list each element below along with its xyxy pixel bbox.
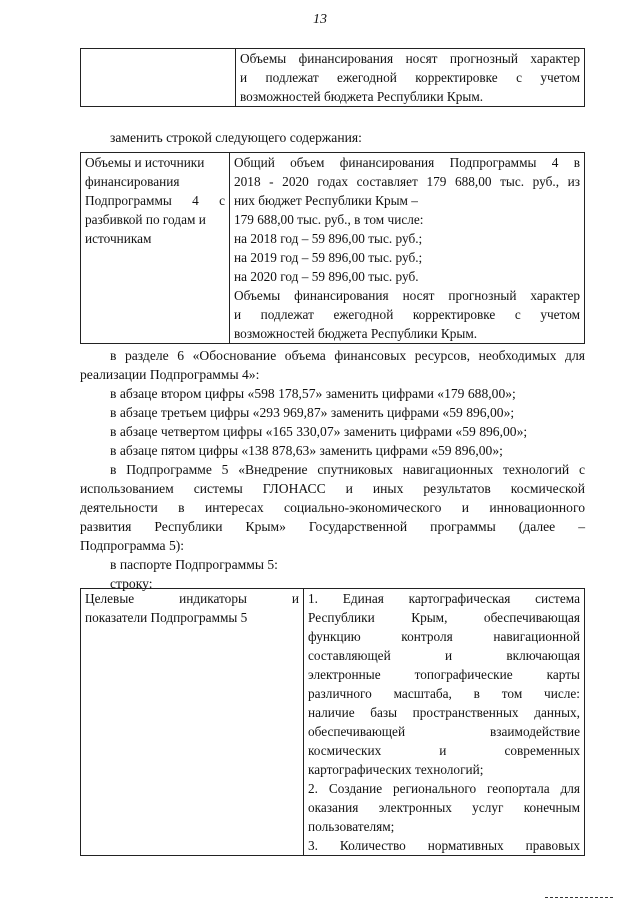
paragraph-second: в абзаце втором цифры «598 178,57» заменить цифрами «179 688,00»; xyxy=(110,386,516,401)
text-line: оказания электронных услуг конечным xyxy=(308,800,580,815)
text-line: и подлежат ежегодной корректировке с учетом xyxy=(240,70,580,85)
text-line: различного масштаба, в том числе: xyxy=(308,686,580,701)
text-line: Объемы финансирования носят прогнозный характер xyxy=(234,288,580,303)
text-line: финансирования xyxy=(85,174,180,189)
section6-line2: реализации Подпрограммы 4»: xyxy=(80,367,260,382)
table-indicators xyxy=(80,588,585,856)
text-line: показатели Подпрограммы 5 xyxy=(85,610,248,625)
page-number: 13 xyxy=(313,12,327,27)
table-cell-value xyxy=(304,589,585,856)
footer-rule xyxy=(545,897,613,898)
paragraph-fifth: в абзаце пятом цифры «138 878,63» заменить цифрами «59 896,00»; xyxy=(110,443,503,458)
text-line: 2018 - 2020 годах составляет 179 688,00 тыс. руб., из xyxy=(234,174,580,189)
text-line: электронные топографические карты xyxy=(308,667,580,682)
text-line: Целевые индикаторы и xyxy=(85,591,299,606)
text-line: разбивкой по годам и xyxy=(85,212,206,227)
text-line: на 2019 год – 59 896,00 тыс. руб.; xyxy=(234,250,423,265)
table-cell-label xyxy=(81,589,304,856)
subprogram5-line: Подпрограмма 5): xyxy=(80,538,185,553)
body-text xyxy=(80,346,585,593)
text-line: обеспечивающей взаимодействие xyxy=(308,724,580,739)
text-line: источникам xyxy=(85,231,152,246)
section6-line1: в разделе 6 «Обоснование объема финансовых ресурсов, необходимых для xyxy=(110,348,585,363)
text-line: Общий объем финансирования Подпрограммы 4 в xyxy=(234,155,580,170)
text-line: функцию контроля навигационной xyxy=(308,629,580,644)
stroku-line: строку: xyxy=(110,576,153,591)
text-line: составляющей и включающая xyxy=(308,648,580,663)
text-line: и подлежат ежегодной корректировке с учетом xyxy=(234,307,580,322)
text-line: 2. Создание регионального геопортала для xyxy=(308,781,580,796)
text-line: возможностей бюджета Республики Крым. xyxy=(234,326,478,341)
table-cell-label xyxy=(81,153,230,344)
table-cell-financing-note xyxy=(236,49,585,107)
table-financing-new xyxy=(80,152,585,344)
text-line: космических и современных xyxy=(308,743,580,758)
text-line: Объемы и источники xyxy=(85,155,205,170)
text-line: Республики Крым, обеспечивающая xyxy=(308,610,580,625)
text-line: на 2020 год – 59 896,00 тыс. руб. xyxy=(234,269,419,284)
text-line: наличие базы пространственных данных, xyxy=(308,705,580,720)
text-line: 179 688,00 тыс. руб., в том числе: xyxy=(234,212,424,227)
subprogram5-line: в Подпрограмме 5 «Внедрение спутниковых навигационных технологий с xyxy=(110,462,585,477)
text-line: них бюджет Республики Крым – xyxy=(234,193,418,208)
subprogram5-line: деятельности в интересах социально-экономического и инновационного xyxy=(80,500,585,515)
text-line: пользователям; xyxy=(308,819,395,834)
text-line: 3. Количество нормативных правовых xyxy=(308,838,580,853)
table-cell-empty xyxy=(81,49,236,107)
replace-instruction: заменить строкой следующего содержания: xyxy=(110,130,362,145)
text-line: 1. Единая картографическая система xyxy=(308,591,580,606)
passport-line: в паспорте Подпрограммы 5: xyxy=(110,557,278,572)
text-line: возможностей бюджета Республики Крым. xyxy=(240,89,484,104)
table-cell-value xyxy=(230,153,585,344)
subprogram5-line: развития Республики Крым» Государственной программы (далее – xyxy=(80,519,585,534)
paragraph-third: в абзаце третьем цифры «293 969,87» заменить цифрами «59 896,00»; xyxy=(110,405,515,420)
paragraph-fourth: в абзаце четвертом цифры «165 330,07» заменить цифрами «59 896,00»; xyxy=(110,424,528,439)
table-financing-fragment xyxy=(80,48,585,107)
text-line: Подпрограммы 4 с xyxy=(85,193,225,208)
text-line: Объемы финансирования носят прогнозный характер xyxy=(240,51,580,66)
text-line: картографических технологий; xyxy=(308,762,484,777)
subprogram5-line: использованием системы ГЛОНАСС и иных результатов космической xyxy=(80,481,585,496)
text-line: на 2018 год – 59 896,00 тыс. руб.; xyxy=(234,231,423,246)
